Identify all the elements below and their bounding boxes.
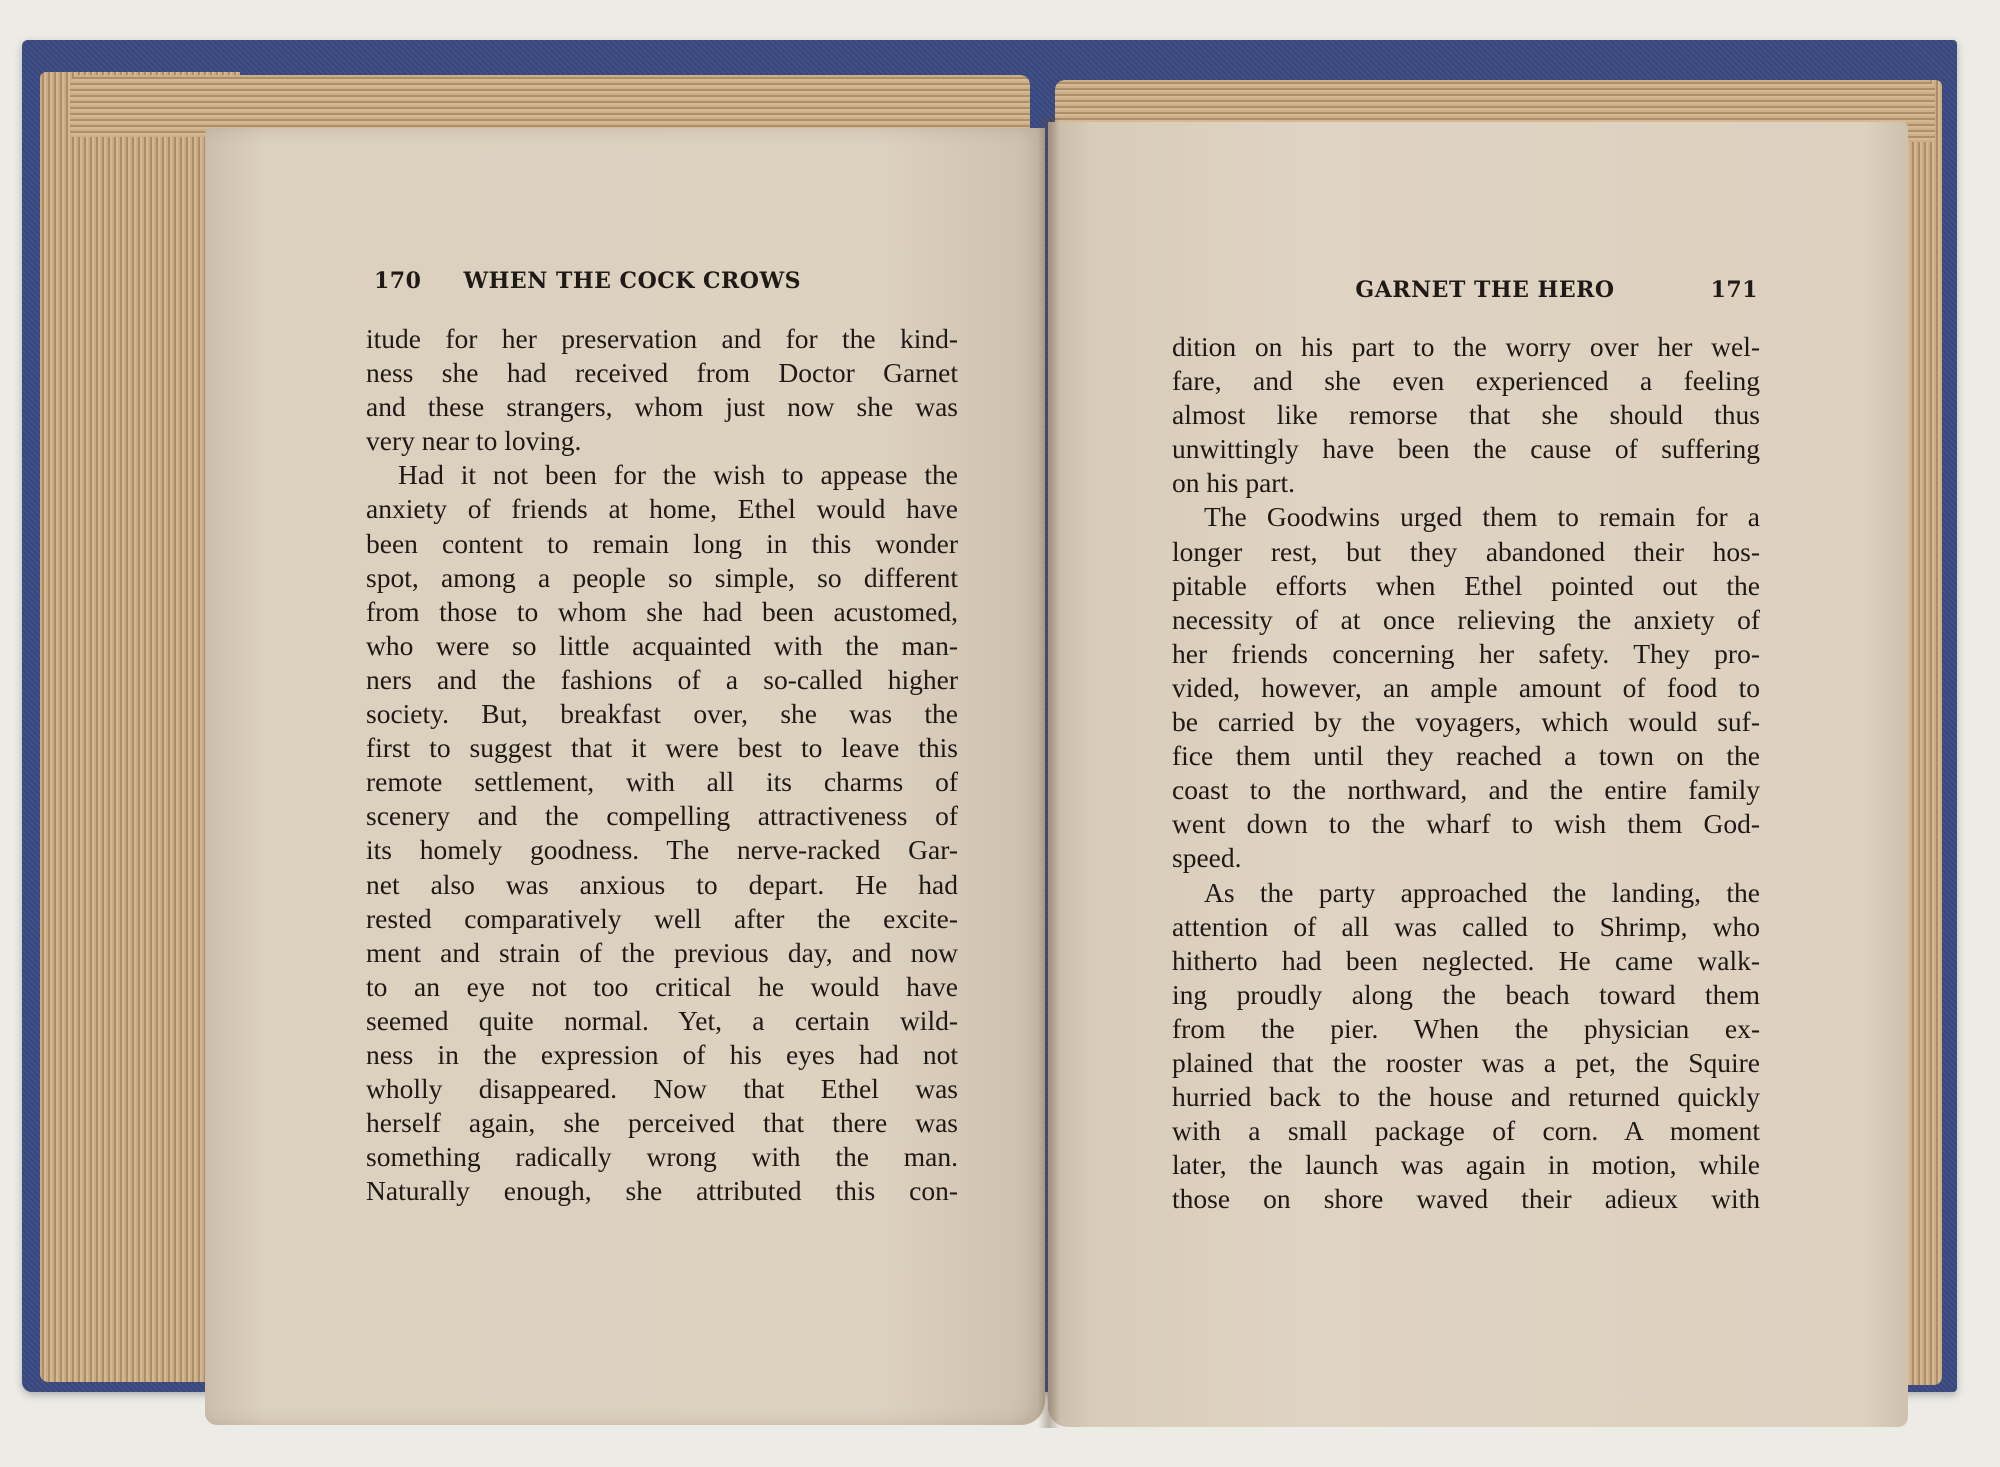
text-line: The Goodwins urged them to remain for a <box>1204 501 1760 533</box>
text-line: attention of all was called to Shrimp, who <box>1172 910 1760 942</box>
text-line: those on shore waved their adieux with <box>1172 1183 1760 1215</box>
text-line: net also was anxious to depart. He had <box>366 868 958 900</box>
text-line: necessity of at once relieving the anxiety of <box>1172 603 1760 635</box>
text-line: went down to the wharf to wish them God- <box>1172 808 1760 840</box>
text-line: coast to the northward, and the entire family <box>1172 774 1760 806</box>
text-line: almost like remorse that she should thus <box>1172 399 1760 431</box>
right-page-body <box>1172 330 1760 1216</box>
text-line: unwittingly have been the cause of suffering <box>1172 433 1760 465</box>
right-running-head: GARNET THE HERO <box>1355 277 1615 303</box>
text-line: plained that the rooster was a pet, the Squire <box>1172 1046 1760 1078</box>
text-line: anxiety of friends at home, Ethel would have <box>366 493 958 525</box>
text-line: its homely goodness. The nerve-racked Gar- <box>366 834 958 866</box>
text-line: with a small package of corn. A moment <box>1172 1115 1760 1147</box>
text-line: ness she had received from Doctor Garnet <box>366 357 958 389</box>
text-line: fare, and she even experienced a feeling <box>1172 365 1760 397</box>
left-page-number: 170 <box>374 268 422 294</box>
left-page-body <box>366 322 958 1208</box>
right-running-header <box>1318 277 1758 303</box>
text-line: her friends concerning her safety. They pro- <box>1172 637 1760 669</box>
text-line: first to suggest that it were best to leave this <box>366 732 958 764</box>
text-line: vided, however, an ample amount of food to <box>1172 671 1760 703</box>
text-line: and these strangers, whom just now she was <box>366 391 958 423</box>
text-line: very near to loving. <box>366 425 582 457</box>
text-line: hurried back to the house and returned quickly <box>1172 1081 1760 1113</box>
right-page-number: 171 <box>1710 277 1758 303</box>
text-line: dition on his part to the worry over her wel- <box>1172 331 1760 362</box>
text-line: to an eye not too critical he would have <box>366 970 958 1002</box>
text-line: hitherto had been neglected. He came walk- <box>1172 944 1760 976</box>
text-line: Had it not been for the wish to appease the <box>398 459 958 491</box>
text-line: speed. <box>1172 842 1242 874</box>
text-line: from the pier. When the physician ex- <box>1172 1012 1760 1044</box>
text-line: pitable efforts when Ethel pointed out the <box>1172 569 1760 601</box>
left-running-head: WHEN THE COCK CROWS <box>463 268 802 294</box>
left-running-header <box>374 268 874 294</box>
text-line: longer rest, but they abandoned their hos- <box>1172 535 1760 567</box>
text-line: scenery and the compelling attractiveness of <box>366 800 958 832</box>
text-line: on his part. <box>1172 467 1295 499</box>
text-line: wholly disappeared. Now that Ethel was <box>366 1073 958 1105</box>
text-line: society. But, breakfast over, she was the <box>366 698 958 730</box>
text-line: spot, among a people so simple, so different <box>366 561 958 593</box>
text-line: ment and strain of the previous day, and now <box>366 936 958 968</box>
text-line: later, the launch was again in motion, while <box>1172 1149 1760 1181</box>
text-line: remote settlement, with all its charms of <box>366 766 958 798</box>
text-line: seemed quite normal. Yet, a certain wild- <box>366 1004 958 1036</box>
text-line: something radically wrong with the man. <box>366 1141 958 1173</box>
text-line: who were so little acquainted with the man- <box>366 629 958 661</box>
text-line: from those to whom she had been acustomed, <box>366 595 958 627</box>
text-line: been content to remain long in this wonder <box>366 527 958 559</box>
text-line: itude for her preservation and for the kind- <box>366 323 958 354</box>
text-line: Naturally enough, she attributed this con- <box>366 1175 958 1207</box>
text-line: ing proudly along the beach toward them <box>1172 978 1760 1010</box>
text-line: herself again, she perceived that there was <box>366 1107 958 1139</box>
book-gutter <box>1038 118 1060 1428</box>
text-line: rested comparatively well after the excite- <box>366 902 958 934</box>
text-line: ners and the fashions of a so-called higher <box>366 663 958 695</box>
text-line: fice them until they reached a town on the <box>1172 740 1760 772</box>
text-line: As the party approached the landing, the <box>1204 876 1760 908</box>
text-line: ness in the expression of his eyes had not <box>366 1038 958 1070</box>
text-line: be carried by the voyagers, which would suf- <box>1172 706 1760 738</box>
